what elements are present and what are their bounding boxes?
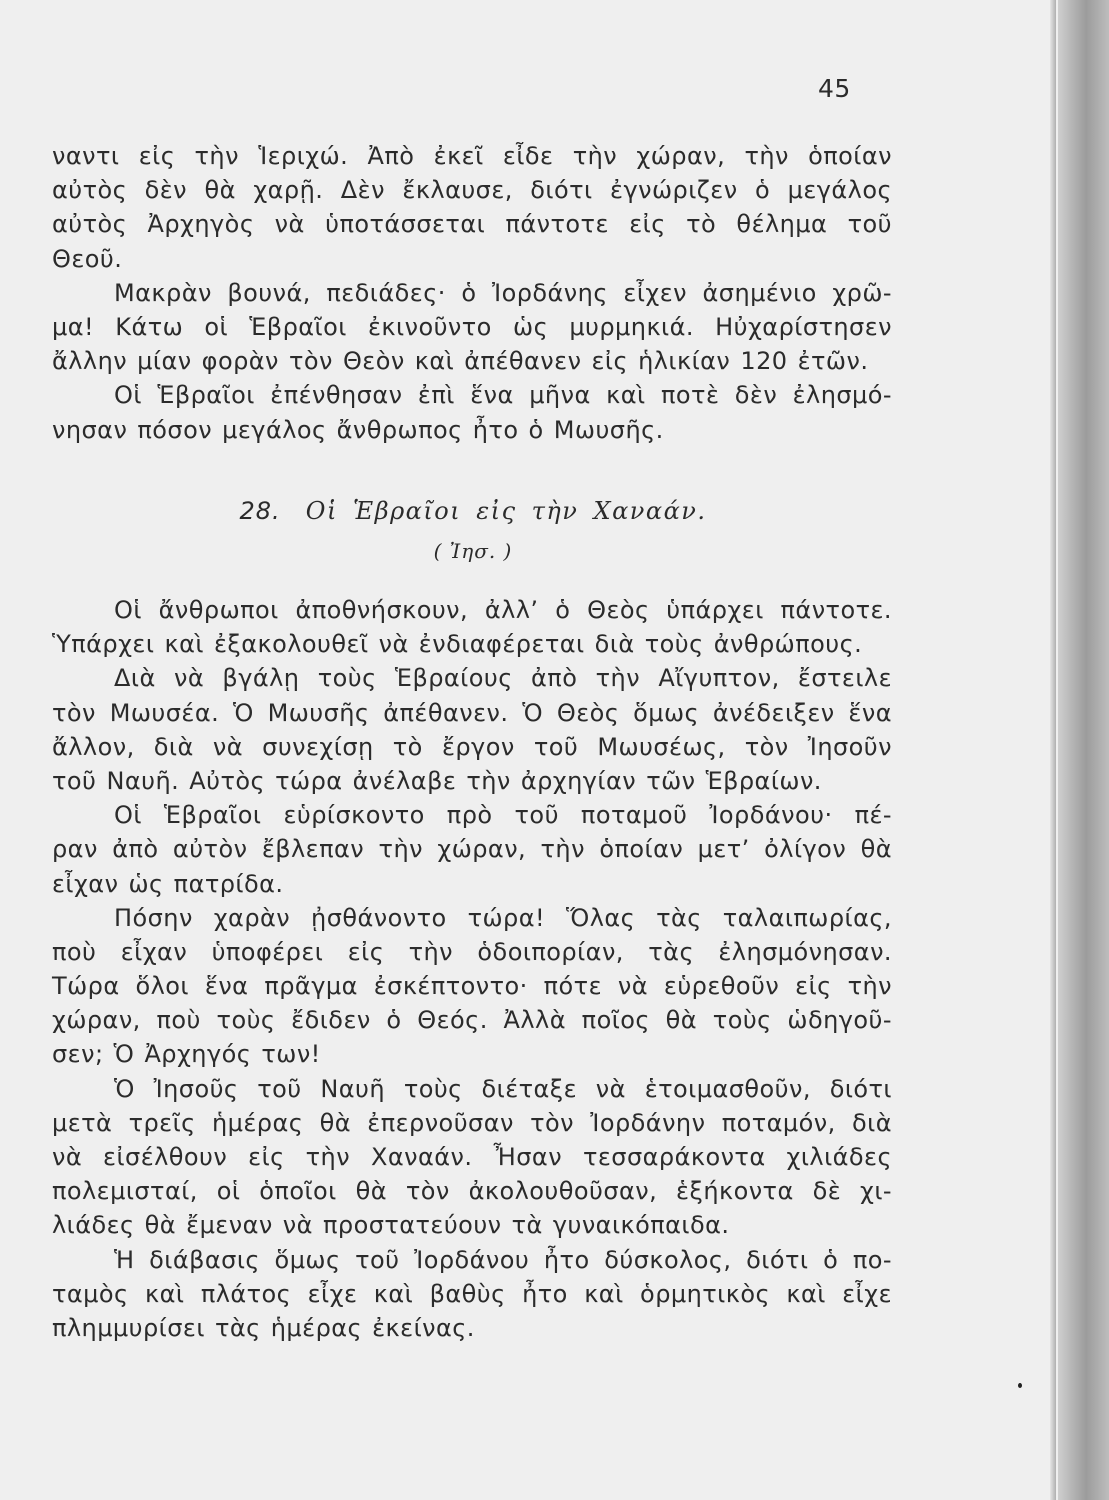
text-line: αὐτὸς Ἀρχηγὸς νὰ ὑποτάσσεται πάντοτε εἰς τὸ θέλημα τοῦ bbox=[52, 210, 892, 239]
text-line: Διὰ νὰ βγάλῃ τοὺς Ἑβραίους ἀπὸ τὴν Αἴγυπτον, ἔστειλε bbox=[114, 664, 892, 693]
page-number: 45 bbox=[818, 74, 851, 103]
text-line: Οἱ ἄνθρωποι ἀποθνήσκουν, ἀλλ’ ὁ Θεὸς ὑπάρχει πάντοτε. bbox=[114, 596, 892, 624]
text-block-bottom bbox=[52, 593, 892, 1345]
text-line: χώραν, ποὺ τοὺς ἔδιδεν ὁ Θεός. Ἀλλὰ ποῖος θὰ τοὺς ὡδηγοῦ- bbox=[52, 1006, 892, 1035]
text-line: τοῦ Ναυῆ. Αὐτὸς τώρα ἀνέλαβε τὴν ἀρχηγίαν τῶν Ἑβραίων. bbox=[52, 766, 822, 795]
text-line: Οἱ Ἑβραῖοι ἐπένθησαν ἐπὶ ἕνα μῆνα καὶ ποτὲ δὲν ἐλησμό- bbox=[114, 381, 892, 410]
text-line: νησαν πόσον μεγάλος ἄνθρωπος ἦτο ὁ Μωυσῆς. bbox=[52, 415, 664, 444]
text-line: αὐτὸς δὲν θὰ χαρῇ. Δὲν ἔκλαυσε, διότι ἐγνώριζεν ὁ μεγάλος bbox=[52, 176, 892, 205]
text-line: Ὁ Ἰησοῦς τοῦ Ναυῆ τοὺς διέταξε νὰ ἑτοιμασθοῦν, διότι bbox=[114, 1074, 892, 1103]
text-line: Πόσην χαρὰν ᾐσθάνοντο τώρα! Ὅλας τὰς ταλαιπωρίας, bbox=[114, 903, 892, 932]
text-line: μα! Κάτω οἱ Ἑβραῖοι ἐκινοῦντο ὡς μυρμηκιά. Ηὐχαρίστησεν bbox=[52, 312, 892, 341]
text-line: Ὑπάρχει καὶ ἐξακολουθεῖ νὰ ἐνδιαφέρεται διὰ τοὺς ἀνθρώπους. bbox=[52, 630, 863, 659]
text-block-top bbox=[52, 139, 892, 447]
text-line: πολεμισταί, οἱ ὁποῖοι θὰ τὸν ἀκολουθοῦσαν, ἑξήκοντα δὲ χι- bbox=[52, 1177, 892, 1206]
text-line: πλημμυρίσει τὰς ἡμέρας ἐκείνας. bbox=[52, 1313, 475, 1342]
text-line: εἶχαν ὡς πατρίδα. bbox=[52, 869, 284, 898]
page-edge-shadow bbox=[1050, 0, 1056, 1500]
text-line: Θεοῦ. bbox=[52, 244, 123, 273]
text-line: ραν ἀπὸ αὐτὸν ἔβλεπαν τὴν χώραν, τὴν ὁποίαν μετ’ ὀλίγον θὰ bbox=[52, 835, 892, 864]
section-title: Οἱ Ἑβραῖοι εἰς τὴν Χαναάν. bbox=[305, 497, 707, 525]
text-line: ἄλλον, διὰ νὰ συνεχίσῃ τὸ ἔργον τοῦ Μωυσέως, τὸν Ἰησοῦν bbox=[52, 732, 892, 761]
text-line: ποὺ εἶχαν ὑποφέρει εἰς τὴν ὁδοιπορίαν, τὰς ἐλησμόνησαν. bbox=[52, 937, 892, 966]
text-line: τὸν Μωυσέα. Ὁ Μωυσῆς ἀπέθανεν. Ὁ Θεὸς ὅμως ἀνέδειξεν ἕνα bbox=[52, 698, 892, 727]
text-line: νὰ εἰσέλθουν εἰς τὴν Χαναάν. Ἦσαν τεσσαράκοντα χιλιάδες bbox=[52, 1143, 892, 1171]
text-line: σεν; Ὁ Ἀρχηγός των! bbox=[52, 1040, 321, 1069]
text-line: Ἡ διάβασις ὅμως τοῦ Ἰορδάνου ἦτο δύσκολος, διότι ὁ πο- bbox=[114, 1245, 892, 1274]
text-line: ἄλλην μίαν φορὰν τὸν Θεὸν καὶ ἀπέθανεν εἰς ἡλικίαν 120 ἐτῶν. bbox=[52, 347, 869, 376]
text-line: Οἱ Ἑβραῖοι εὑρίσκοντο πρὸ τοῦ ποταμοῦ Ἰορδάνου· πέ- bbox=[114, 801, 892, 830]
text-line: Μακρὰν βουνά, πεδιάδες· ὁ Ἰορδάνης εἶχεν ἀσημένιο χρῶ- bbox=[114, 278, 892, 307]
section-source: ( Ἰησ. ) bbox=[433, 539, 513, 563]
binding-edge bbox=[1058, 0, 1109, 1500]
text-line: λιάδες θὰ ἔμεναν νὰ προστατεύουν τὰ γυναικόπαιδα. bbox=[52, 1211, 730, 1240]
text-line: μετὰ τρεῖς ἡμέρας θὰ ἐπερνοῦσαν τὸν Ἰορδάνην ποταμόν, διὰ bbox=[52, 1108, 892, 1137]
section-number: 28. bbox=[239, 497, 281, 525]
ink-speck bbox=[1018, 1383, 1022, 1388]
text-line: ναντι εἰς τὴν Ἱεριχώ. Ἀπὸ ἐκεῖ εἶδε τὴν χώραν, τὴν ὁποίαν bbox=[52, 142, 892, 170]
text-line: Τώρα ὅλοι ἕνα πρᾶγμα ἐσκέπτοντο· πότε νὰ εὑρεθοῦν εἰς τὴν bbox=[52, 972, 892, 1001]
section-heading bbox=[0, 494, 946, 528]
text-line: ταμὸς καὶ πλάτος εἶχε καὶ βαθὺς ἦτο καὶ ὁρμητικὸς καὶ εἶχε bbox=[52, 1279, 892, 1308]
